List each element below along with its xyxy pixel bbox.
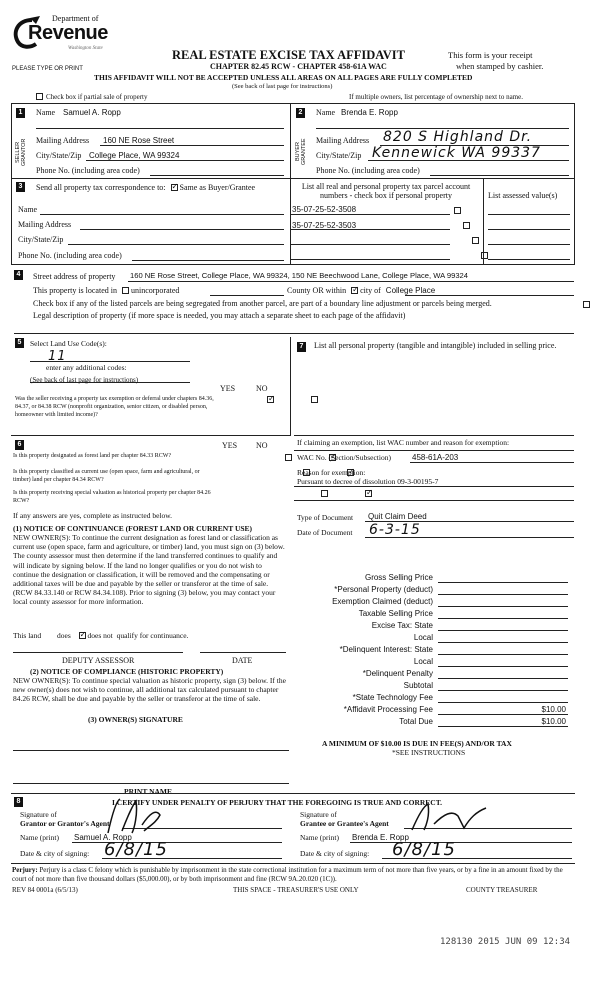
seller-mailing-label: Mailing Address	[36, 136, 90, 145]
seller-side-label: SELLER GRANTOR	[15, 138, 27, 166]
correspondence-label	[36, 183, 255, 192]
city-of-checkbox[interactable]	[351, 287, 358, 294]
s5-yes: YES	[220, 384, 236, 393]
fee-label-5: Local	[413, 633, 433, 642]
grantor-agent-label: Grantor or Grantor's Agent	[20, 819, 110, 828]
section-2-badge: 2	[296, 108, 305, 118]
street-address[interactable]: 160 NE Rose Street, College Place, WA 99324, 150 NE Beechwood Lane, College Place, WA 99324	[130, 271, 468, 280]
fee-label-8: *Delinquent Penalty	[362, 669, 433, 678]
section-3-badge: 3	[16, 182, 25, 192]
located-row	[33, 286, 179, 295]
fee-label-11: *Affidavit Processing Fee	[343, 705, 433, 714]
fee-label-9: Subtotal	[403, 681, 433, 690]
parcel-1-personal-checkbox[interactable]	[454, 207, 461, 214]
grantee-name-label: Name (print)	[300, 833, 339, 842]
doc-date-label: Date of Document	[297, 528, 353, 537]
s6-no: NO	[256, 441, 268, 450]
receipt-note-2: when stamped by cashier.	[456, 61, 544, 71]
parcel-3-personal-checkbox[interactable]	[472, 237, 479, 244]
parcel-2-personal-checkbox[interactable]	[463, 222, 470, 229]
county-or-within: County OR within	[287, 286, 347, 295]
perjury-label: Perjury:	[12, 866, 38, 874]
segregated-checkbox[interactable]	[583, 301, 590, 308]
buyer-mailing[interactable]: 820 S Highland Dr.	[383, 129, 533, 145]
see-back: (See back of last page for instructions)	[232, 83, 333, 90]
grantor-date[interactable]: 6/8/15	[104, 839, 168, 860]
land-use-label: Select Land Use Code(s):	[30, 339, 107, 348]
s6-q2: Is this property classified as current use (open space, farm and agricultural, or timber) land per chapter 84.34 RCW?	[13, 469, 200, 483]
s6-q3-no-checkbox[interactable]	[365, 490, 372, 497]
doc-type[interactable]: Quit Claim Deed	[368, 512, 427, 521]
grantee-signature-icon	[404, 798, 504, 834]
deputy-assessor: DEPUTY ASSESSOR	[62, 656, 135, 665]
grantor-name[interactable]: Samuel A. Ropp	[74, 833, 132, 842]
does-label: does	[57, 631, 71, 640]
qualify-row	[13, 631, 188, 640]
doc-type-label: Type of Document	[297, 513, 354, 522]
form-subtitle: CHAPTER 82.45 RCW - CHAPTER 458-61A WAC	[210, 62, 387, 71]
minimum-fee: A MINIMUM OF $10.00 IS DUE IN FEE(S) AND/OR TAX	[322, 739, 512, 748]
print-name: PRINT NAME	[124, 787, 172, 796]
section-1-badge: 1	[16, 108, 25, 118]
assessed-header: List assessed value(s)	[488, 191, 558, 200]
warning: THIS AFFIDAVIT WILL NOT BE ACCEPTED UNLESS ALL AREAS ON ALL PAGES ARE FULLY COMPLETED	[94, 73, 473, 82]
see-instructions: *SEE INSTRUCTIONS	[392, 748, 466, 757]
s6-q1: Is this property designated as forest land per chapter 84.33 RCW?	[13, 453, 172, 459]
s5-no-checkbox[interactable]	[311, 396, 318, 403]
land-use-see-back: (See back of last page for instructions)	[30, 376, 139, 384]
land-use-code[interactable]: 11	[48, 349, 67, 364]
located-prefix: This property is located in	[33, 286, 117, 295]
fee-label-0: Gross Selling Price	[364, 573, 433, 582]
grantee-date-label: Date & city of signing:	[300, 849, 370, 858]
buyer-city[interactable]: Kennewick WA 99337	[372, 145, 541, 161]
section-6-badge: 6	[15, 440, 24, 450]
legal-description: Legal description of property (if more space is needed, you may attach a separate sheet to each page of the affidavit)	[33, 311, 406, 320]
deputy-date: DATE	[232, 656, 253, 665]
s6-q3: Is this property receiving special valuation as historical property per chapter 84.26 RCW?	[13, 490, 211, 504]
corr-name-label: Name	[18, 205, 38, 214]
parcels-header-2: numbers - check box if personal property	[320, 191, 452, 200]
this-land-label: This land	[13, 631, 42, 640]
logo-name: Revenue	[28, 22, 108, 44]
exemption-claim: If claiming an exemption, list WAC number and reason for exemption:	[297, 438, 510, 447]
fee-value-11[interactable]: $10.00	[541, 705, 566, 714]
partial-sale	[36, 93, 147, 101]
additional-codes: enter any additional codes:	[46, 363, 127, 372]
segregated-row	[33, 299, 492, 308]
segregated-label: Check box if any of the listed parcels are being segregated from another parcel, are part of a boundary line adjustment or parcels being merged.	[33, 299, 492, 308]
buyer-phone-label: Phone No. (including area code)	[316, 166, 420, 175]
partial-sale-label: Check box if partial sale of property	[46, 93, 148, 101]
buyer-city-label: City/State/Zip	[316, 151, 362, 160]
cashier-stamp: 128130 2015 JUN 09 12:34	[440, 937, 571, 947]
fee-label-7: Local	[413, 657, 433, 666]
grantor-name-label: Name (print)	[20, 833, 59, 842]
s5-yes-checkbox[interactable]	[267, 396, 274, 403]
perjury-text: Perjury is a class C felony which is punishable by imprisonment in the state correctional institution for a maximum term of not more than five years, or by a fine in an amount fixed by the court of not more than five thousand dollars ($5,000.00), or by both imprisonment and fine (RCW 9A.20.020 (1C)).	[12, 866, 563, 883]
does-not-checkbox[interactable]	[79, 632, 86, 639]
if-yes-note: If any answers are yes, complete as instructed below.	[13, 511, 173, 520]
please-type: PLEASE TYPE OR PRINT	[12, 66, 83, 72]
buyer-name-label: Name	[316, 108, 336, 117]
same-as-buyer-checkbox[interactable]	[171, 184, 178, 191]
grantor-sig-of: Signature of	[20, 810, 57, 819]
corr-phone-label: Phone No. (including area code)	[18, 251, 122, 260]
dor-logo	[10, 14, 118, 64]
does-not-label: does not	[87, 631, 113, 640]
corr-mailing-label: Mailing Address	[18, 220, 72, 229]
receipt-note-1: This form is your receipt	[448, 50, 533, 60]
parcel-4-personal-checkbox[interactable]	[481, 252, 488, 259]
fee-label-2: Exemption Claimed (deduct)	[332, 597, 433, 606]
street-label: Street address of property	[33, 272, 116, 281]
multiple-owners: If multiple owners, list percentage of ownership next to name.	[349, 93, 523, 101]
grantor-date-label: Date & city of signing:	[20, 849, 90, 858]
fee-label-1: *Personal Property (deduct)	[334, 585, 433, 594]
grantee-date[interactable]: 6/8/15	[392, 839, 456, 860]
fee-label-10: *State Technology Fee	[352, 693, 433, 702]
parcel-1[interactable]: 35-07-25-52-3508	[292, 205, 357, 214]
unincorporated-checkbox[interactable]	[122, 287, 129, 294]
logo-dept: Department of	[52, 14, 99, 23]
fee-label-12: Total Due	[399, 717, 433, 726]
form-number: REV 84 0001a (6/5/13)	[12, 886, 78, 894]
fee-value-12[interactable]: $10.00	[541, 717, 566, 726]
s6-q1-yes-checkbox[interactable]	[285, 454, 292, 461]
buyer-side-label: BUYER GRANTEE	[295, 138, 307, 166]
seller-city[interactable]: College Place, WA 99324	[89, 151, 180, 160]
qualify-label: qualify for continuance.	[116, 631, 189, 640]
correspondence-text: Send all property tax correspondence to:	[36, 183, 166, 192]
corr-city-label: City/State/Zip	[18, 235, 64, 244]
fee-label-4: Excise Tax: State	[371, 621, 433, 630]
parcel-2[interactable]: 35-07-25-52-3503	[292, 221, 357, 230]
grantee-name[interactable]: Brenda E. Ropp	[352, 833, 409, 842]
grantee-agent-label: Grantee or Grantee's Agent	[300, 819, 389, 828]
partial-sale-checkbox[interactable]	[36, 93, 43, 100]
s6-yes: YES	[222, 441, 238, 450]
county-treasurer: COUNTY TREASURER	[466, 886, 538, 894]
notice1-body: NEW OWNER(S): To continue the current designation as forest land or classification as current use (open space, farm and agriculture, or timber) land, you must sign on (3) below. The county assessor must then determine if the land transferred continues to qualify and will indicate by signing below. If the land no longer qualifies or you do not wish to continue the designation or classification, it will be removed and the compensating or additional taxes will be due and payable by the seller or transferor at the time of sale. (RCW 84.33.140 or RCW 84.34.108). Prior to signing (3) below, you may contact your local county assessor for more information.	[13, 533, 285, 607]
reason-value[interactable]: Pursuant to decree of dissolution 09-3-00195-7	[297, 477, 439, 486]
form-title: REAL ESTATE EXCISE TAX AFFIDAVIT	[172, 48, 405, 62]
seller-phone-label: Phone No. (including area code)	[36, 166, 140, 175]
reason-label: Reason for exemption:	[297, 468, 366, 477]
buyer-mailing-label: Mailing Address	[316, 136, 370, 145]
unincorporated-label: unincorporated	[130, 286, 180, 295]
county-row	[287, 286, 435, 295]
logo-state: Washington State	[68, 46, 103, 51]
certify-statement: I CERTIFY UNDER PENALTY OF PERJURY THAT THE FOREGOING IS TRUE AND CORRECT.	[112, 798, 443, 807]
personal-property-label: List all personal property (tangible and intangible) included in selling price.	[314, 341, 557, 350]
wac-label: WAC No. (Section/Subsection)	[297, 453, 391, 462]
city-value[interactable]: College Place	[385, 286, 436, 295]
perjury-notice	[12, 866, 578, 883]
section-5-badge: 5	[15, 338, 24, 348]
s6-q3-yes-checkbox[interactable]	[321, 490, 328, 497]
exemption-question: Was the seller receiving a property tax exemption or deferral under chapters 84.36, 84.37, or 84.38 RCW (nonprofit organization, senior citizen, or disabled person, homeowner with limited income)?	[15, 396, 214, 418]
fee-label-6: *Delinquent Interest: State	[339, 645, 433, 654]
grantor-signature-icon	[98, 795, 188, 835]
notice2-title: (2) NOTICE OF COMPLIANCE (HISTORIC PROPERTY)	[30, 667, 224, 676]
grantee-sig-of: Signature of	[300, 810, 337, 819]
seller-name[interactable]: Samuel A. Ropp	[63, 108, 121, 117]
seller-city-label: City/State/Zip	[36, 151, 82, 160]
section-7-badge: 7	[297, 342, 306, 352]
fee-label-3: Taxable Selling Price	[358, 609, 433, 618]
notice2-body: NEW OWNER(S): To continue special valuation as historic property, sign (3) below. If the new owner(s) does not wish to continue, all additional tax calculated pursuant to chapter 84.26 RCW, shall be due and payable by the seller or transferor at the time of sale.	[13, 676, 286, 704]
notice1-title: (1) NOTICE OF CONTINUANCE (FOREST LAND OR CURRENT USE)	[13, 524, 253, 533]
section-8-badge: 8	[14, 797, 23, 807]
owner-signature-title: (3) OWNER(S) SIGNATURE	[88, 715, 183, 724]
doc-date[interactable]: 6-3-15	[369, 522, 421, 538]
parcels-header-1: List all real and personal property tax parcel account	[301, 182, 471, 191]
same-as-buyer-label: Same as Buyer/Grantee	[179, 183, 256, 192]
city-of-label: city of	[360, 286, 381, 295]
buyer-name[interactable]: Brenda E. Ropp	[341, 108, 398, 117]
treasurer-use: THIS SPACE - TREASURER'S USE ONLY	[233, 886, 359, 894]
wac-value[interactable]: 458-61A-203	[412, 453, 459, 462]
s5-no: NO	[256, 384, 268, 393]
section-4-badge: 4	[14, 270, 23, 280]
seller-mailing[interactable]: 160 NE Rose Street	[103, 136, 175, 145]
seller-name-label: Name	[36, 108, 56, 117]
